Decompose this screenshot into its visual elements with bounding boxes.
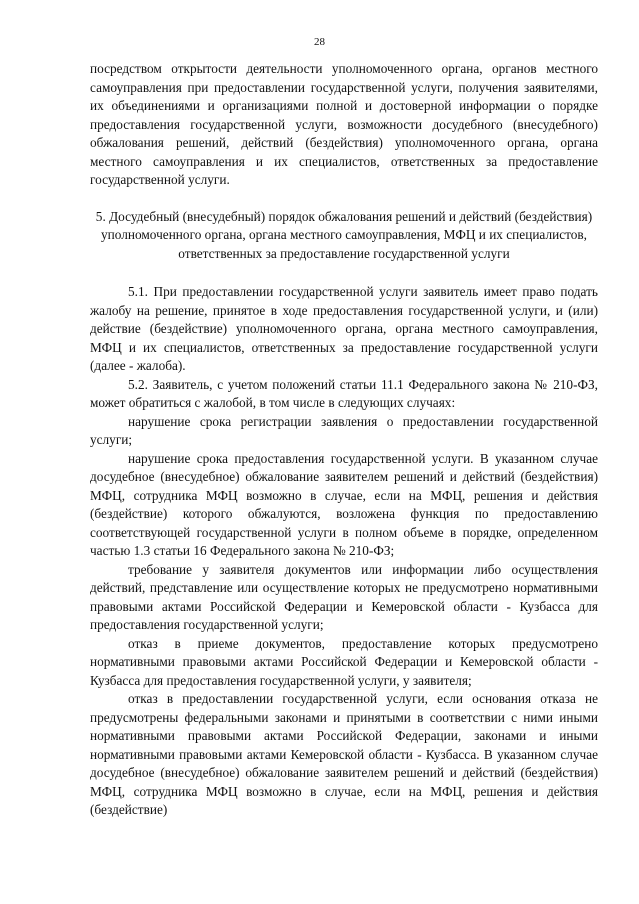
paragraph-5-2: 5.2. Заявитель, с учетом положений статьи 11.1 Федерального закона № 210-ФЗ, может обратиться с жалобой, в том числе в следующих случаях: [90,376,598,410]
paragraph-5-1: 5.1. При предоставлении государственной услуги заявитель имеет право подать жалобу на решение, принятое в ходе предоставления государственной услуги, и (или) действие (бездействие) уполномоченного органа, органа местного самоуправления, МФЦ и их специалистов, ответственных за предоставление государственной услуги (далее - жалоба). [90,284,598,373]
list-item-document-requirement: требование у заявителя документов или информации либо осуществления действий, представление или осуществление которых не предусмотрено нормативными правовыми актами Российской Федерации и Кемеровской области - Кузбасса для предоставления государственной услуги; [90,561,598,632]
list-item-refusal-acceptance: отказ в приеме документов, предоставление которых предусмотрено нормативными правовыми актами Российской Федерации и Кемеровской области - Кузбасса для предоставления государственной услуги, у заявителя; [90,635,598,688]
list-item-registration-deadline: нарушение срока регистрации заявления о предоставлении государственной услуги; [90,413,598,447]
intro-paragraph: посредством открытости деятельности уполномоченного органа, органов местного самоуправления при предоставлении государственной услуги, получения заявителями, их объединениями и организациями полной и достоверной информации о порядке предоставления государственной услуги, возможности досудебного (внесудебного) обжалования решений, действий (бездействия) уполномоченного органа, органа местного самоуправления и их специалистов, ответственных за предоставление государственной услуги. [90,61,598,187]
list-item-service-deadline: нарушение срока предоставления государственной услуги. В указанном случае досудебное (внесудебное) обжалование заявителем решений и действий (бездействия) МФЦ, сотрудника МФЦ возможно в случае, если на МФЦ, решения и действия (бездействие) которого обжалуются, возложена функция по предоставлению соответствующей государственной услуги в полном объеме в порядке, определенном частью 1.3 статьи 16 Федерального закона № 210-ФЗ; [90,450,598,558]
document-body [90,60,598,820]
section-heading: 5. Досудебный (внесудебный) порядок обжалования решений и действий (бездействия) уполномоченного органа, органа местного самоуправления, МФЦ и их специалистов, ответственных за предоставление государственной услуги [95,208,593,261]
list-item-refusal-service: отказ в предоставлении государственной услуги, если основания отказа не предусмотрены федеральными законами и принятыми в соответствии с ними иными нормативными правовыми актами Российской Федерации, законами и иными нормативными правовыми актами Кемеровской области - Кузбасса. В указанном случае досудебное (внесудебное) обжалование заявителем решений и действий (бездействия) МФЦ, сотрудника МФЦ возможно в случае, если на МФЦ, решения и действия (бездействие) [90,691,598,817]
page-number: 28 [314,36,325,48]
